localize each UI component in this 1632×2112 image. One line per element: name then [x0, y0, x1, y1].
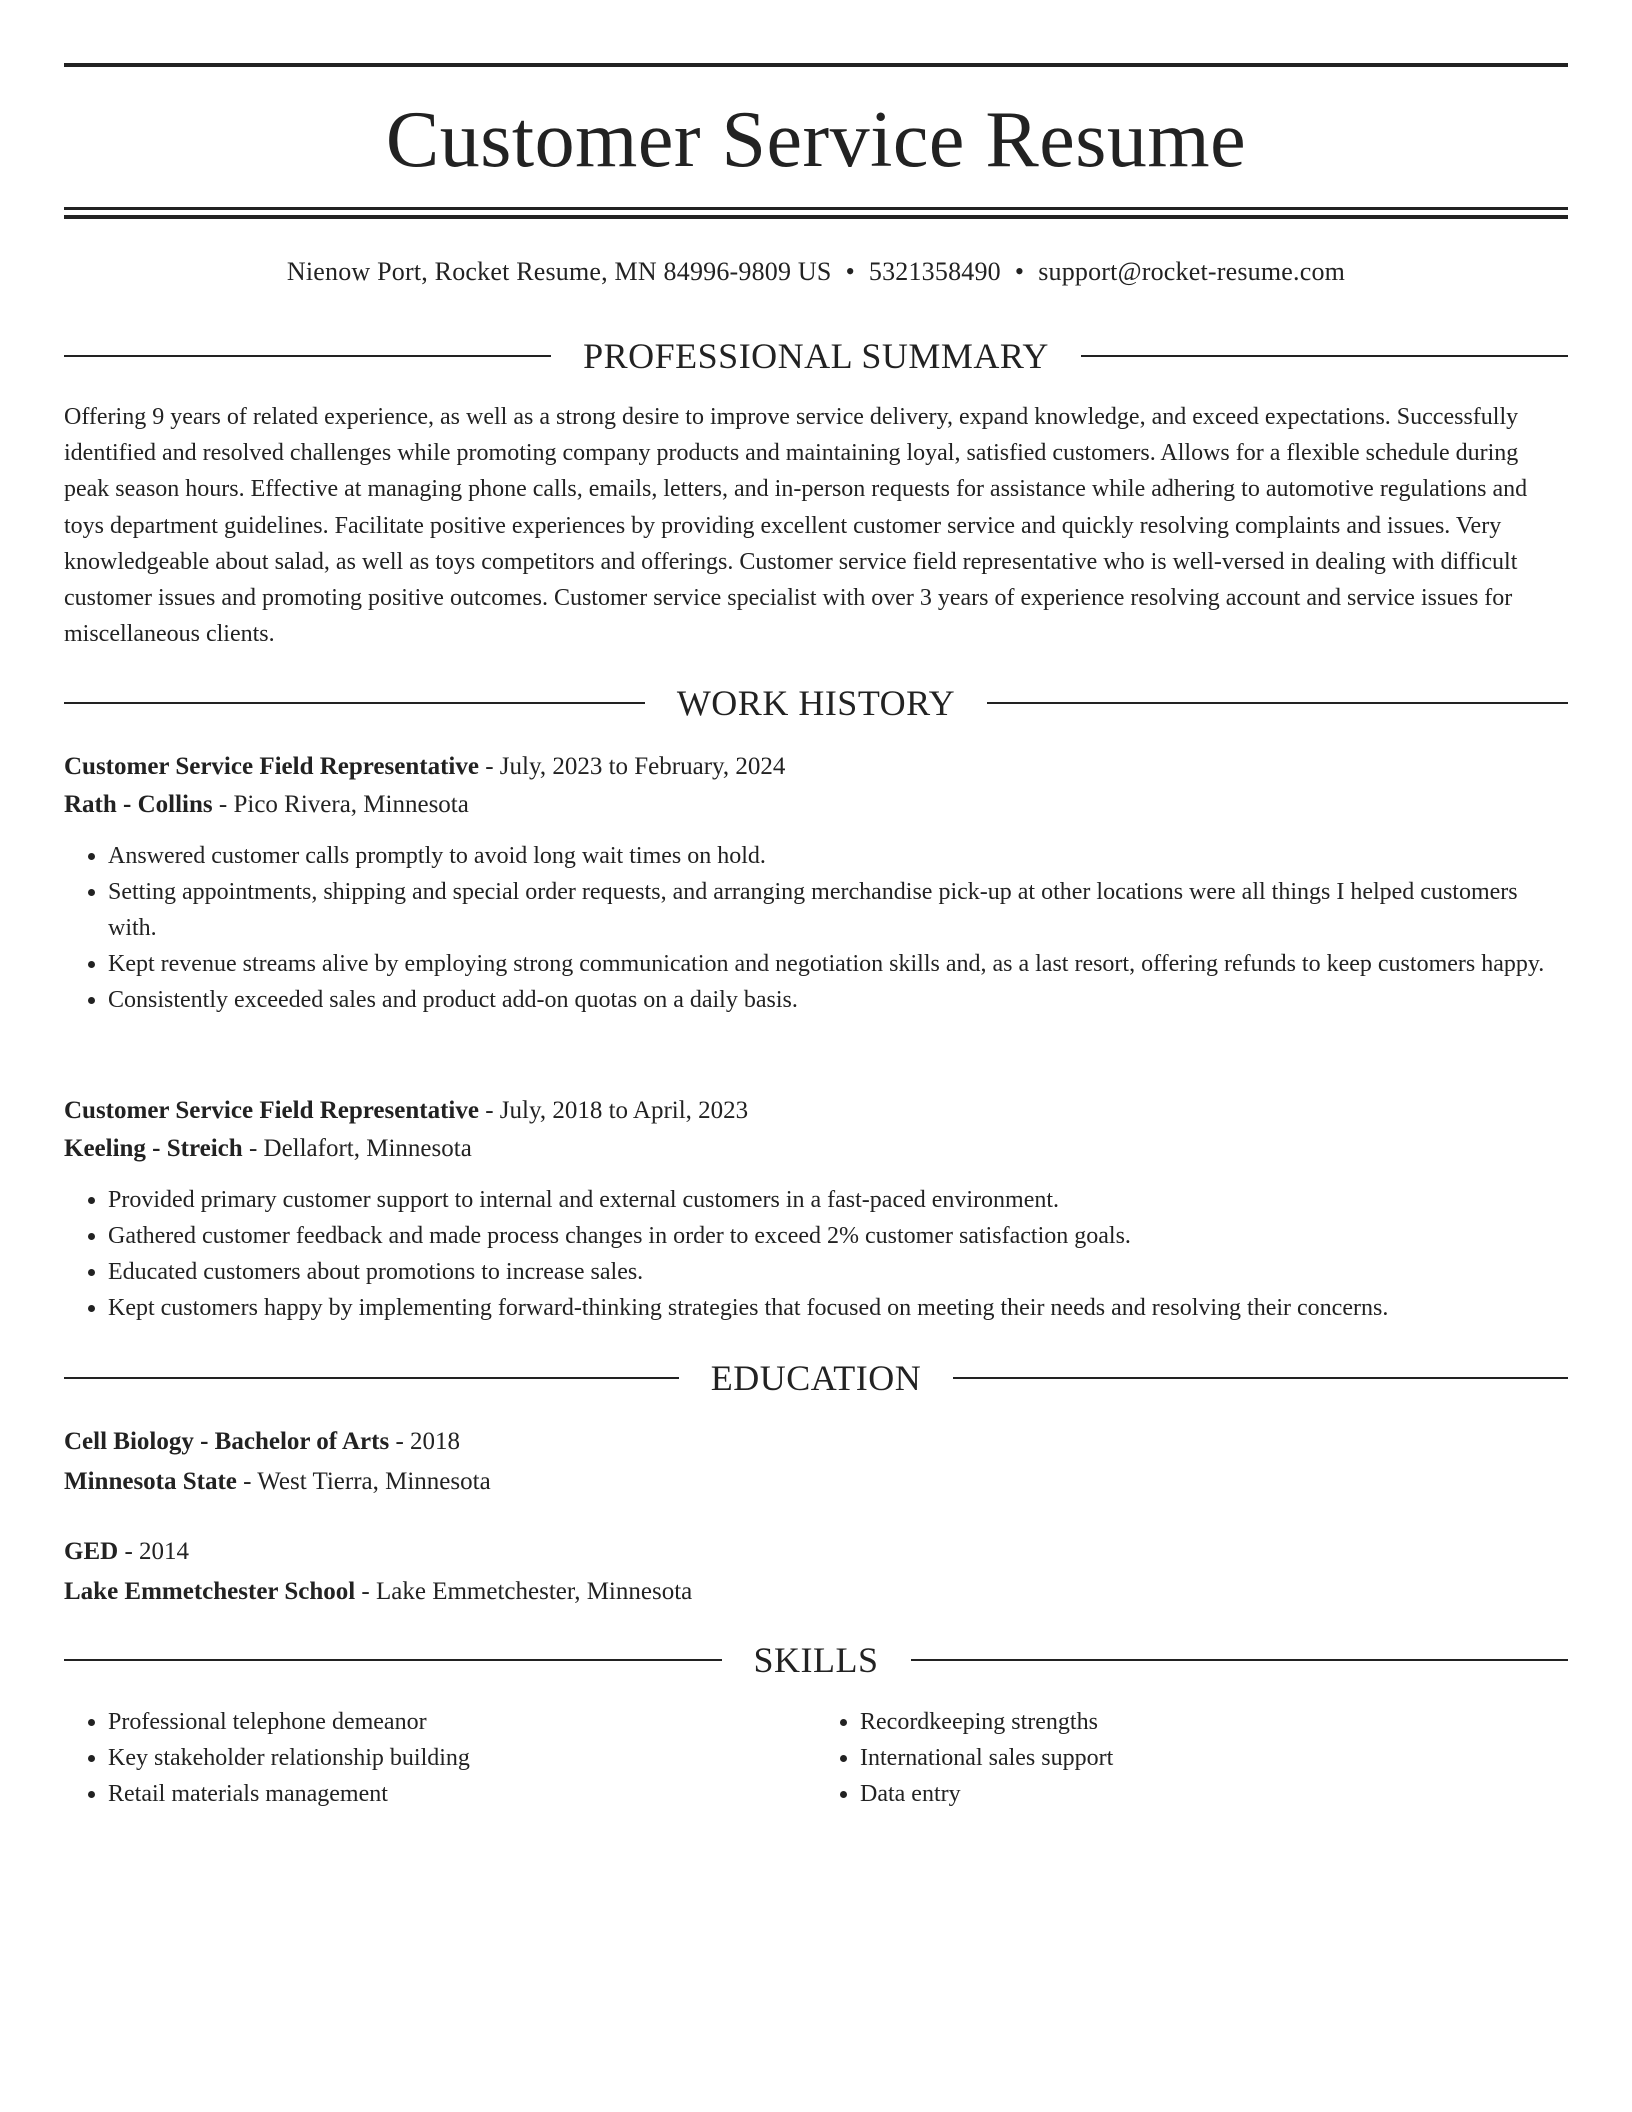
heading-rule: [64, 355, 551, 357]
section-label: PROFESSIONAL SUMMARY: [583, 336, 1049, 376]
job-bullets: [64, 1182, 1568, 1326]
job-title: Customer Service Field Representative: [64, 1097, 479, 1124]
job-dates: - July, 2018 to April, 2023: [478, 1097, 749, 1124]
education-degree: GED: [64, 1538, 119, 1565]
title-rule-upper: [64, 207, 1568, 210]
education-degree: Cell Biology - Bachelor of Arts: [64, 1428, 390, 1455]
top-rule: [64, 63, 1568, 67]
heading-rule: [64, 1659, 722, 1661]
list-item: • Kept customers happy by implementing forward-thinking strategies that focused on meeting their needs and resolving their concerns.: [108, 1290, 1568, 1326]
education-degree-line: [64, 1422, 1568, 1462]
heading-rule: [1081, 355, 1568, 357]
resume-title: Customer Service Resume: [385, 96, 1247, 184]
job-location: - Dellafort, Minnesota: [242, 1135, 472, 1162]
contact-separator: •: [1014, 257, 1025, 286]
job-title-line: [64, 1092, 1568, 1130]
contact-address: Nienow Port, Rocket Resume, MN 84996-9809 US: [286, 257, 832, 286]
contact-line: [64, 254, 1568, 290]
education-school: Minnesota State: [64, 1468, 237, 1495]
contact-email: support@rocket-resume.com: [1038, 257, 1346, 286]
heading-rule: [911, 1659, 1569, 1661]
list-item: • Answered customer calls promptly to avoid long wait times on hold.: [108, 838, 1568, 874]
list-item: • Retail materials management: [108, 1776, 816, 1812]
heading-rule: [953, 1377, 1568, 1379]
heading-rule: [987, 702, 1568, 704]
list-item: • International sales support: [860, 1740, 1568, 1776]
education-degree-line: [64, 1532, 1568, 1572]
job-entry: [64, 748, 1568, 1018]
heading-rule: [64, 1377, 679, 1379]
contact-phone: 5321358490: [868, 257, 1001, 286]
skills-list-right: [816, 1704, 1568, 1812]
list-item: • Professional telephone demeanor: [108, 1704, 816, 1740]
job-entry: [64, 1092, 1568, 1326]
section-label: EDUCATION: [710, 1358, 922, 1398]
education-location: - West Tierra, Minnesota: [236, 1468, 491, 1495]
section-heading-summary: [64, 334, 1568, 378]
education-school: Lake Emmetchester School: [64, 1578, 356, 1605]
job-company-line: [64, 786, 1568, 824]
education-school-line: [64, 1572, 1568, 1612]
job-location: - Pico Rivera, Minnesota: [212, 791, 469, 818]
list-item: • Key stakeholder relationship building: [108, 1740, 816, 1776]
heading-rule: [64, 702, 645, 704]
job-bullets: [64, 838, 1568, 1018]
section-label: SKILLS: [753, 1640, 879, 1680]
list-item: • Provided primary customer support to internal and external customers in a fast-paced environment.: [108, 1182, 1568, 1218]
skills-columns: [64, 1704, 1568, 1812]
section-heading-education: [64, 1356, 1568, 1400]
contact-separator: •: [845, 257, 855, 286]
job-dates: - July, 2023 to February, 2024: [478, 753, 786, 780]
list-item: • Recordkeeping strengths: [860, 1704, 1568, 1740]
list-item: • Educated customers about promotions to increase sales.: [108, 1254, 1568, 1290]
job-title-line: [64, 748, 1568, 786]
education-entry: [64, 1422, 1568, 1502]
list-item: • Consistently exceeded sales and product add-on quotas on a daily basis.: [108, 982, 1568, 1018]
summary-paragraph: Offering 9 years of related experience, as well as a strong desire to improve service delivery, expand knowledge, and exceed expectations. Successfully identified and resolved challenges while promoting company products and maintaining loyal, satisfied customers. Allows for a flexible schedule during peak season hours. Effective at managing phone calls, emails, letters, and in-person requests for assistance while adhering to automotive regulations and toys department guidelines. Facilitate positive experiences by providing excellent customer service and quickly resolving complaints and issues. Very knowledgeable about salad, as well as toys competitors and offerings. Customer service field representative who is well-versed in dealing with difficult customer issues and promoting positive outcomes. Customer service specialist with over 3 years of experience resolving account and service issues for miscellaneous clients.: [64, 404, 1528, 648]
skills-list-left: [64, 1704, 816, 1812]
title-rule-lower: [64, 215, 1568, 219]
job-company-line: [64, 1130, 1568, 1168]
job-company: Rath - Collins: [64, 791, 213, 818]
education-entry: [64, 1532, 1568, 1612]
education-location: - Lake Emmetchester, Minnesota: [355, 1578, 693, 1605]
list-item: • Setting appointments, shipping and special order requests, and arranging merchandise pick-up at other locations were all things I helped customers with.: [108, 874, 1568, 946]
list-item: • Data entry: [860, 1776, 1568, 1812]
section-heading-skills: [64, 1638, 1568, 1682]
job-title: Customer Service Field Representative: [64, 753, 479, 780]
section-label: WORK HISTORY: [676, 683, 956, 723]
list-item: • Kept revenue streams alive by employing strong communication and negotiation skills and, as a last resort, offering refunds to keep customers happy.: [108, 946, 1568, 982]
job-company: Keeling - Streich: [64, 1135, 243, 1162]
education-school-line: [64, 1462, 1568, 1502]
list-item: • Gathered customer feedback and made process changes in order to exceed 2% customer satisfaction goals.: [108, 1218, 1568, 1254]
education-year: - 2014: [118, 1538, 190, 1565]
section-heading-work-history: [64, 681, 1568, 725]
education-year: - 2018: [389, 1428, 461, 1455]
